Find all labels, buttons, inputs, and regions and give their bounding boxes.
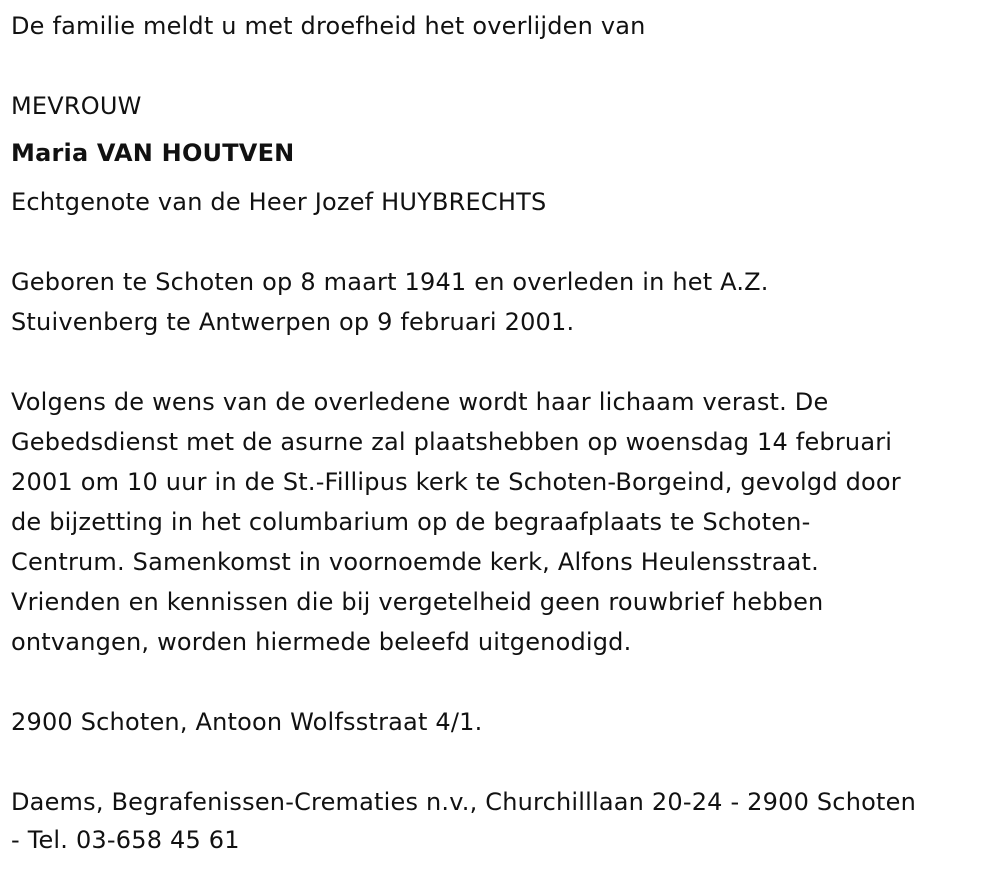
birth-death-line: Geboren te Schoten op 8 maart 1941 en overleden in het A.Z. [11,268,769,296]
address-text: 2900 Schoten, Antoon Wolfsstraat 4/1. [11,708,483,736]
ceremony-line: Vrienden en kennissen die bij vergetelheid geen rouwbrief hebben [11,588,824,616]
spouse-text: Echtgenote van de Heer Jozef HUYBRECHTS [11,188,547,216]
ceremony-line: ontvangen, worden hiermede beleefd uitgenodigd. [11,628,632,656]
ceremony-line: Volgens de wens van de overledene wordt haar lichaam verast. De [11,388,829,416]
intro-text: De familie meldt u met droefheid het overlijden van [11,12,646,40]
ceremony-line: de bijzetting in het columbarium op de begraafplaats te Schoten- [11,508,811,536]
deceased-name: Maria VAN HOUTVEN [11,139,295,167]
undertaker-line: - Tel. 03-658 45 61 [11,826,240,854]
undertaker-line: Daems, Begrafenissen-Crematies n.v., Churchilllaan 20-24 - 2900 Schoten [11,788,916,816]
ceremony-line: Gebedsdienst met de asurne zal plaatshebben op woensdag 14 februari [11,428,893,456]
ceremony-line: 2001 om 10 uur in de St.-Fillipus kerk te Schoten-Borgeind, gevolgd door [11,468,901,496]
ceremony-line: Centrum. Samenkomst in voornoemde kerk, Alfons Heulensstraat. [11,548,819,576]
birth-death-line: Stuivenberg te Antwerpen op 9 februari 2001. [11,308,575,336]
title-text: MEVROUW [11,92,142,120]
